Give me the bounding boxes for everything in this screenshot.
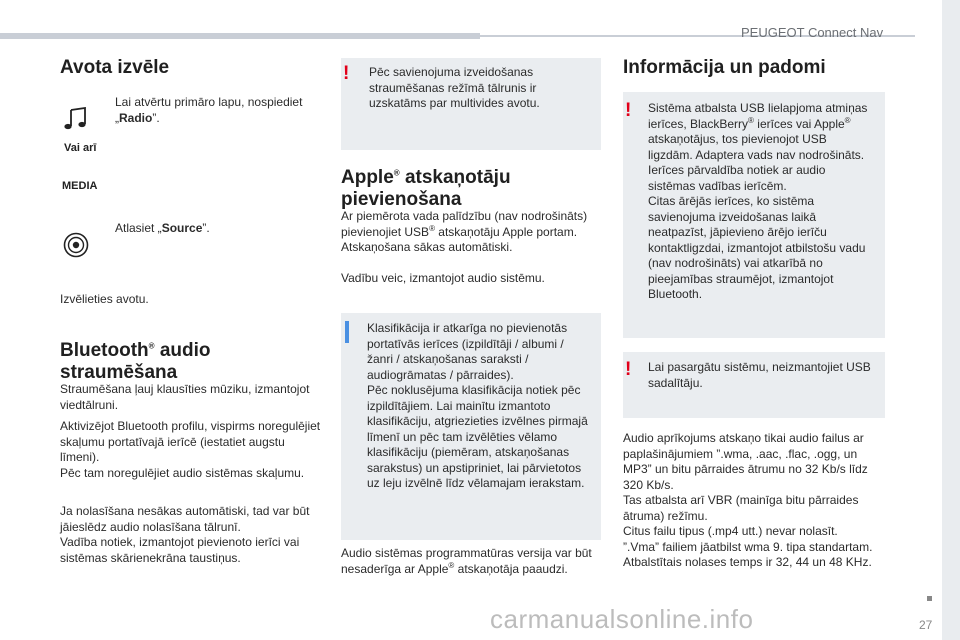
info-icon (345, 321, 349, 343)
select-source-instruction: Atlasiet „Source”. (115, 221, 210, 235)
warning-icon: ! (343, 63, 350, 84)
info-text-classification: Klasifikācija ir atkarīga no pievienotās portatīvās ierīces (izpildītāji / albumi / žanri / atskaņošanas saraksti / audiogrāmatas / pārraides). Pēc noklusējuma klasifikācija notiek pēc izpildītājiem. Lai mainītu izmantoto klasifikāciju, atgriezieties izvēlnes pirmajā līmenī un pēc tam izvēlēties vēlamo klasifikāciju (piemēram, atskaņošanas sarakstus) un apstipriniet, lai pārvietotos uz leju izvēlnē līdz vēlamajam ierakstam. (367, 321, 588, 490)
info-box-classification (341, 313, 601, 540)
media-button-label: MEDIA (62, 180, 98, 192)
bluetooth-playback-text: Ja nolasīšana nesākas automātiski, tad var būt jāieslēdz audio nolasīšana tālrunī. Vadība notiek, izmantojot pievienoto ierīci vai sistēmas skārienekrāna taustiņus. (60, 504, 310, 565)
section-title-bluetooth: Bluetooth® audio straumēšana (60, 340, 211, 383)
apple-connect-text: Ar piemērota vada palīdzību (nav nodrošināts) pievienojiet USB® atskaņotāju Apple portam. Atskaņošana sākas automātiski. (341, 209, 588, 254)
warning-text-usb-hub: Lai pasargātu sistēmu, neizmantojiet USB sadalītāju. (648, 360, 871, 390)
section-title-info: Informācija un padomi (623, 57, 826, 78)
warning-icon: ! (625, 359, 632, 380)
choose-source-text: Izvēlieties avotu. (60, 292, 149, 306)
warning-box-usb-devices (623, 92, 885, 338)
watermark: carmanualsonline.info (490, 604, 754, 634)
audio-formats-text: Audio aprīkojums atskaņo tikai audio failus ar paplašinājumiem ”.wma, .aac, .flac, .ogg, un MP3” un bitu pārraides ātrumu no 32 Kb/s līdz 320 Kb/s. Tas atbalsta arī VBR (mainīga bitu pārraides ātruma) režīmu. Citus failu tipus (.mp4 utt.) nevar nolasīt. ”.Vma” failiem jāatbilst wma 9. tipa standartam. Atbalstītais nolases temps ir 32, 44 un 48 KHz. (623, 431, 873, 569)
header-rule (0, 33, 480, 39)
bluetooth-intro: Straumēšana ļauj klausīties mūziku, izmantojot viedtālruni. (60, 382, 310, 412)
header-brand: PEUGEOT Connect Nav (741, 25, 884, 40)
apple-compatibility-text: Audio sistēmas programmatūras versija var būt nesaderīga ar Apple® atskaņotāja paaudzi. (341, 546, 592, 576)
bluetooth-volume-text: Aktivizējot Bluetooth profilu, vispirms noregulējiet skaļumu portatīvajā ierīcē (iestatiet augstu līmeni). Pēc tam noregulējiet audio sistēmas skaļumu. (60, 419, 321, 480)
apple-control-text: Vadību veic, izmantojot audio sistēmu. (341, 271, 545, 285)
page-marker (927, 596, 932, 601)
warning-box-streaming (341, 58, 601, 150)
music-note-icon (63, 107, 89, 131)
alternative-label: Vai arī (64, 142, 97, 154)
page-edge-bar (942, 0, 960, 640)
source-icon (62, 231, 90, 259)
warning-box-usb-hub (623, 352, 885, 418)
section-title-apple: Apple® atskaņotāju pievienošana (341, 167, 511, 210)
radio-instruction: Lai atvērtu primāro lapu, nospiediet „Radio”. (115, 95, 303, 125)
warning-icon: ! (625, 100, 632, 121)
warning-text-usb-devices: Sistēma atbalsta USB lielapjoma atmiņas ierīces, BlackBerry® ierīces vai Apple® atskaņotājus, tos pievienojot USB ligzdām. Adaptera vads nav nodrošināts. Ierīces pārvaldība notiek ar audio sistēmas vadības ierīcēm. Citas ārējās ierīces, ko sistēma savienojuma izveidošanas laikā neatpazīst, jāpievieno ārējo ierīču kontaktligzdai, izmantojot atbilstošu vadu (nav nodrošināts) vai atkarībā no pieejamības straumējot, izmantojot Bluetooth. (648, 101, 868, 301)
warning-text-streaming: Pēc savienojuma izveidošanas straumēšanas režīmā tālrunis ir uzskatāms par multivides avotu. (369, 65, 540, 110)
page-number: 27 (919, 618, 933, 632)
section-title-source: Avota izvēle (60, 57, 170, 78)
